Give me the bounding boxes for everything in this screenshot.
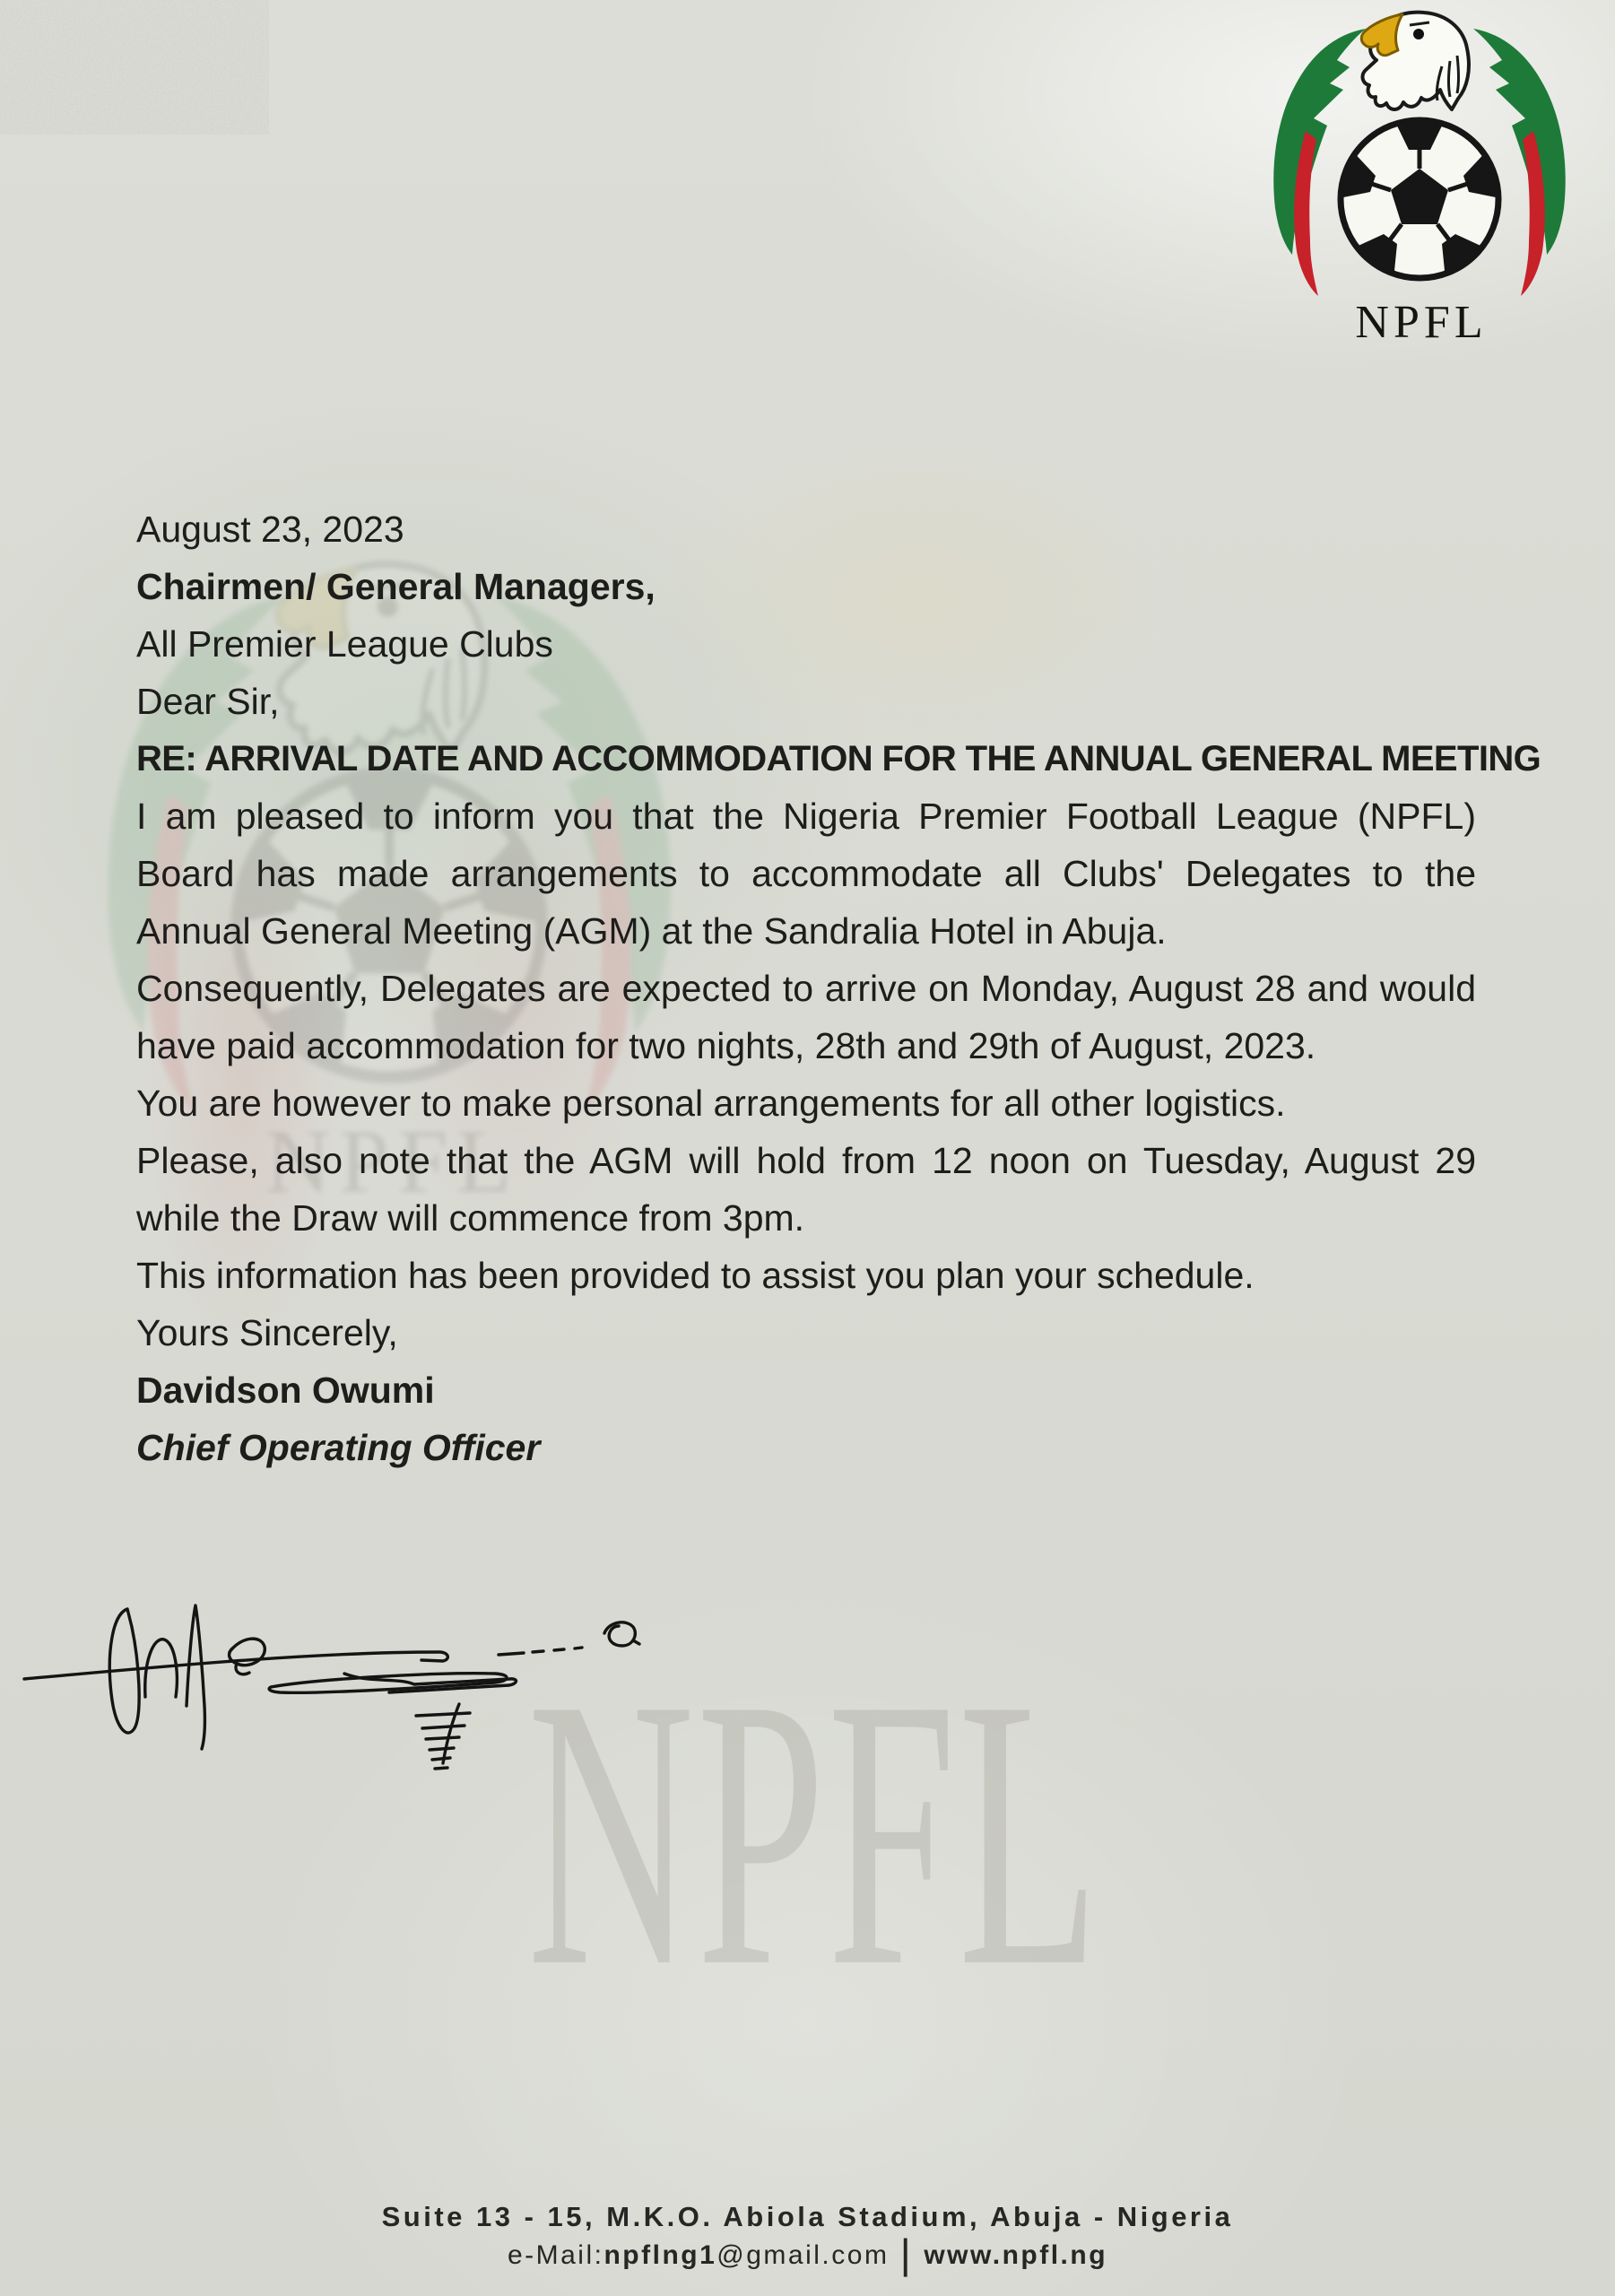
paragraph-4: Please, also note that the AGM will hold from 12 noon on Tuesday, August 29 while the Draw will commence from 3pm. — [136, 1140, 1476, 1239]
letter-footer — [0, 2199, 1615, 2277]
paragraph-2: Consequently, Delegates are expected to arrive on Monday, August 28 and would have paid accommodation for two nights, 28th and 29th of August, 2023. — [136, 968, 1476, 1066]
subject-line: RE: ARRIVAL DATE AND ACCOMMODATION FOR THE ANNUAL GENERAL MEETING — [136, 739, 1541, 778]
npfl-watermark: NPFL — [527, 1620, 1102, 2047]
paragraph-3: You are however to make personal arrangements for all other logistics. — [136, 1083, 1286, 1124]
footer-email-domain: @gmail.com — [716, 2240, 890, 2270]
salutation: Dear Sir, — [136, 681, 280, 722]
footer-separator: | — [901, 2232, 912, 2277]
signatory-name: Davidson Owumi — [136, 1370, 435, 1411]
paper-grain-overlay — [0, 0, 269, 135]
recipient-line-2: All Premier League Clubs — [136, 623, 553, 665]
footer-email-label: e-Mail: — [507, 2240, 604, 2270]
signatory-title: Chief Operating Officer — [136, 1427, 541, 1468]
paragraph-1: I am pleased to inform you that the Nigeria Premier Football League (NPFL) Board has made arrangements to accommodate all Clubs' Delegates to the Annual General Meeting (AGM) at the Sandralia Hotel in Abuja. — [136, 796, 1476, 952]
footer-website: www.npfl.ng — [924, 2240, 1108, 2270]
footer-contacts — [0, 2232, 1615, 2277]
footer-email-user: npflng1 — [603, 2240, 717, 2270]
footer-address: Suite 13 - 15, M.K.O. Abiola Stadium, Abuja - Nigeria — [381, 2201, 1234, 2232]
recipient-line-1: Chairmen/ General Managers, — [136, 566, 656, 607]
npfl-logo — [1245, 7, 1599, 346]
letter-date: August 23, 2023 — [136, 509, 404, 550]
letter-body — [136, 500, 1541, 1476]
paragraph-5: This information has been provided to assist you plan your schedule. — [136, 1255, 1255, 1296]
closing: Yours Sincerely, — [136, 1312, 398, 1353]
